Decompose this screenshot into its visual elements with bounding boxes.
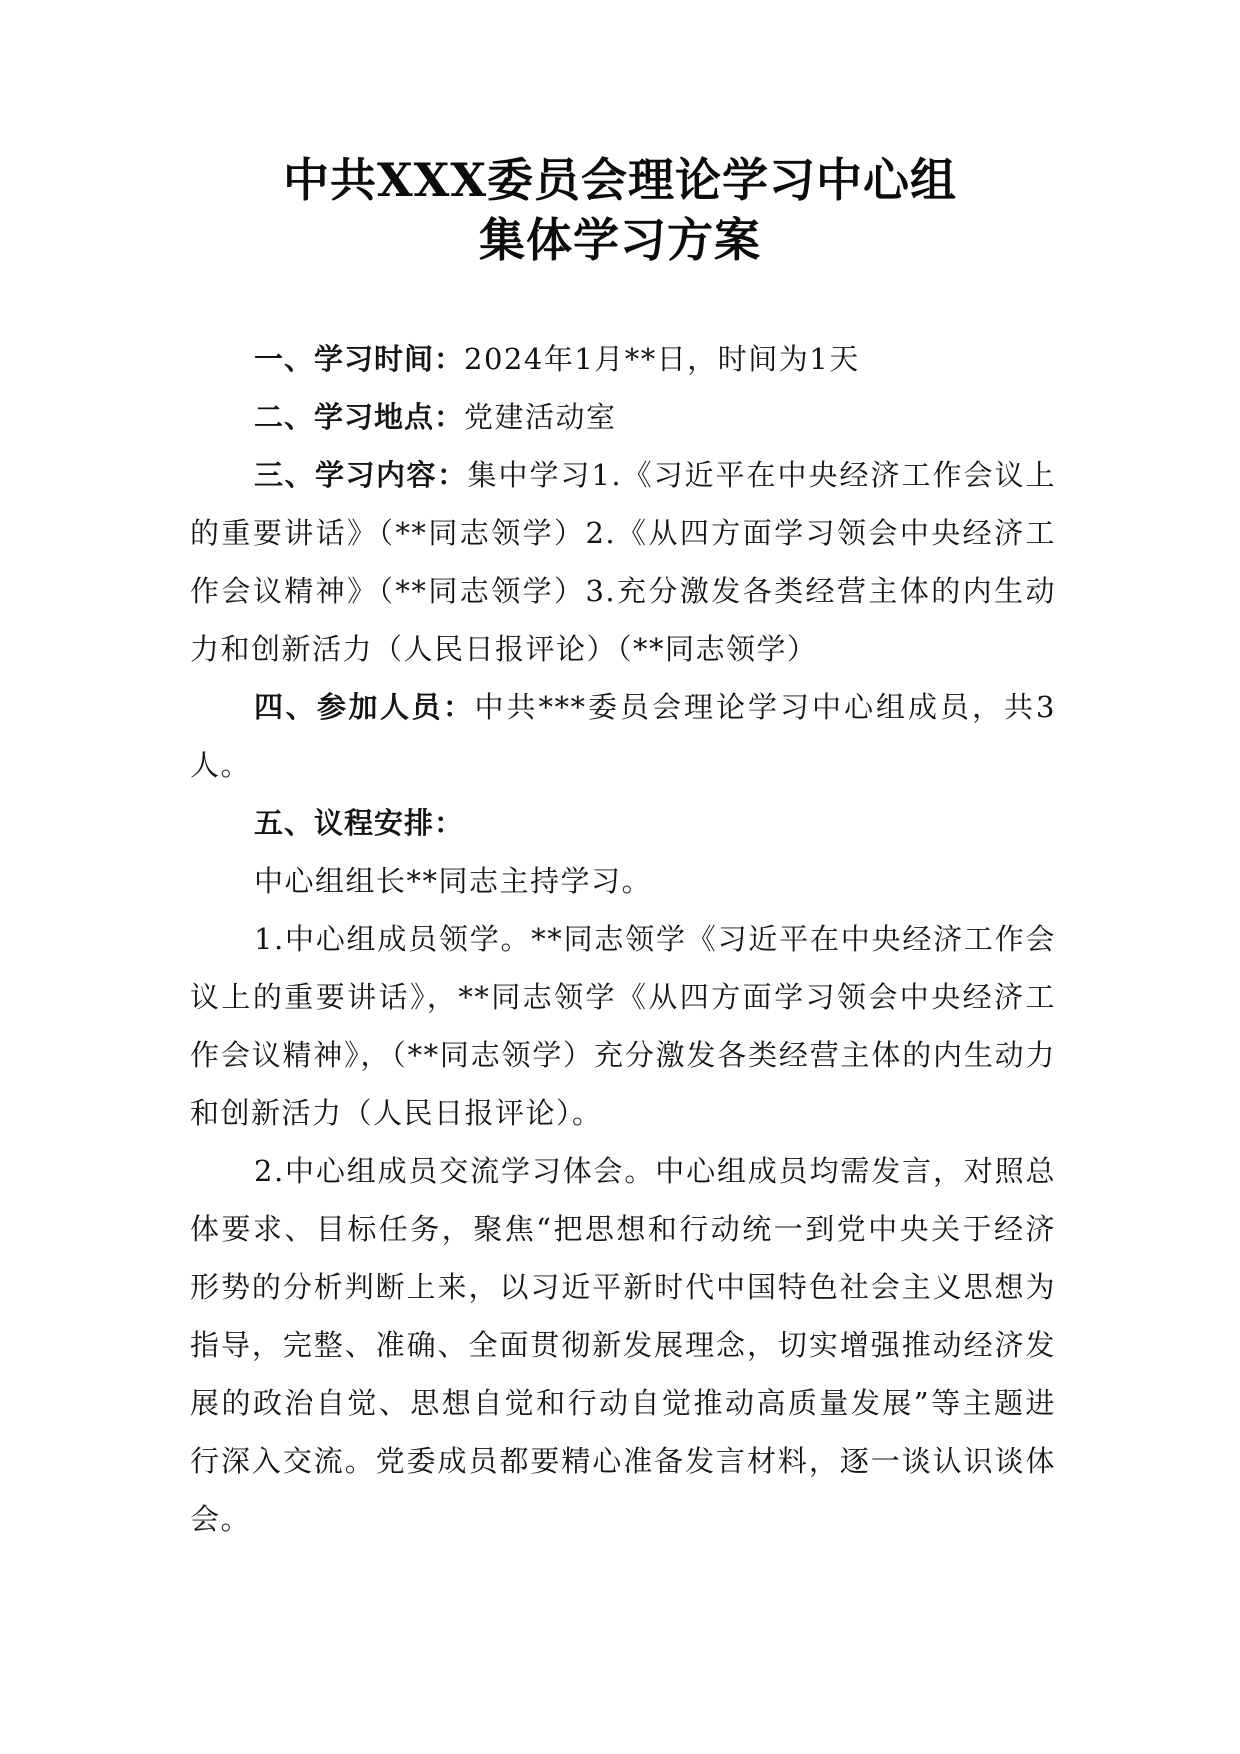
section-study-content — [190, 446, 1056, 678]
section-text-time: 2024年1月**日，时间为1天 — [464, 342, 860, 376]
section-study-place — [190, 388, 1056, 446]
document-body — [190, 330, 1056, 1548]
document-title-line1: 中共XXX委员会理论学习中心组 — [282, 153, 958, 207]
document-title-line2: 集体学习方案 — [479, 213, 761, 267]
section-participants — [190, 678, 1056, 794]
section-heading-time: 一、学习时间： — [254, 342, 465, 376]
section-heading-place: 二、学习地点： — [254, 400, 465, 434]
section-text-content: 集中学习1.《习近平在中央经济工作会议上的重要讲话》（**同志领学）2.《从四方面学习领会中央经济工作会议精神》（**同志领学）3.充分激发各类经营主体的内生动力和创新活力（人民日报评论）（**同志领学） — [190, 458, 1056, 666]
section-agenda — [190, 794, 1056, 852]
section-heading-content: 三、学习内容： — [254, 458, 468, 492]
section-heading-participants: 四、参加人员： — [254, 690, 475, 724]
agenda-intro: 中心组组长**同志主持学习。 — [254, 864, 653, 898]
agenda-item-2: 2.中心组成员交流学习体会。中心组成员均需发言，对照总体要求、目标任务，聚焦“把思想和行动统一到党中央关于经济形势的分析判断上来，以习近平新时代中国特色社会主义思想为指导，完整、准确、全面贯彻新发展理念，切实增强推动经济发展的政治自觉、思想自觉和行动自觉推动高质量发展”等主题进行深入交流。党委成员都要精心准备发言材料，逐一谈认识谈体会。 — [190, 1154, 1056, 1536]
section-study-time — [190, 330, 1056, 388]
section-text-participants: 中共***委员会理论学习中心组成员，共3人。 — [190, 690, 1056, 782]
section-text-place: 党建活动室 — [464, 400, 617, 434]
agenda-item-1: 1.中心组成员领学。**同志领学《习近平在中央经济工作会议上的重要讲话》，**同志领学《从四方面学习领会中央经济工作会议精神》，（**同志领学）充分激发各类经营主体的内生动力和创新活力（人民日报评论）。 — [190, 922, 1056, 1130]
section-heading-agenda: 五、议程安排： — [254, 806, 465, 840]
